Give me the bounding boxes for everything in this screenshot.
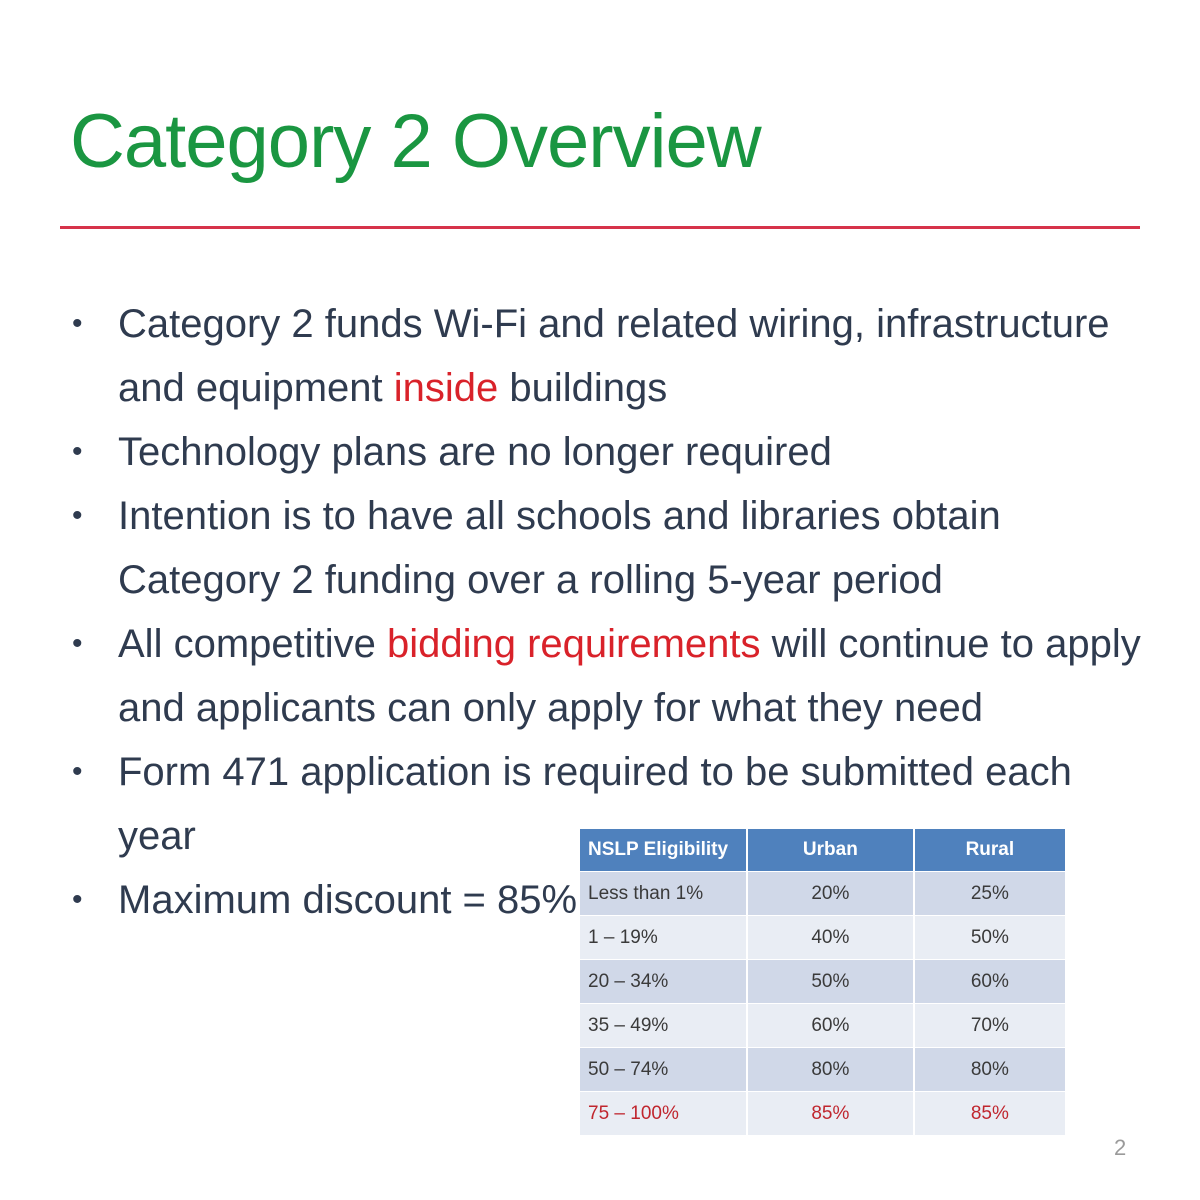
- bullet-dot-icon: •: [72, 307, 83, 340]
- bullet-dot-icon: •: [72, 883, 83, 916]
- table-row: [580, 916, 1066, 960]
- column-header-urban: Urban: [747, 829, 914, 872]
- cell-rural: 80%: [914, 1048, 1066, 1092]
- table-row-highlighted: [580, 1092, 1066, 1136]
- bullet-item: [70, 420, 1150, 484]
- cell-rural: 70%: [914, 1004, 1066, 1048]
- cell-eligibility: 1 – 19%: [580, 916, 747, 960]
- cell-eligibility: 20 – 34%: [580, 960, 747, 1004]
- bullet-text: Form 471 application is required to be submitted each year: [118, 750, 1072, 858]
- cell-eligibility: 35 – 49%: [580, 1004, 747, 1048]
- cell-eligibility: 50 – 74%: [580, 1048, 747, 1092]
- bullet-text: Maximum discount = 85%: [118, 878, 578, 922]
- cell-eligibility: Less than 1%: [580, 872, 747, 916]
- cell-urban: 60%: [747, 1004, 914, 1048]
- bullet-highlight: bidding requirements: [386, 622, 761, 666]
- bullet-highlight: inside: [393, 366, 499, 410]
- title-divider: [60, 226, 1140, 229]
- discount-table: [580, 829, 1067, 1135]
- cell-rural: 25%: [914, 872, 1066, 916]
- bullet-dot-icon: •: [72, 627, 83, 660]
- cell-eligibility: 75 – 100%: [580, 1092, 747, 1136]
- bullet-item: [70, 612, 1150, 740]
- bullet-text: All competitive: [118, 622, 387, 666]
- bullet-text: Intention is to have all schools and libraries obtain Category 2 funding over a rolling 5-year period: [118, 494, 1001, 602]
- slide-title: Category 2 Overview: [70, 99, 761, 184]
- bullet-text-end: will continue to apply and applicants can only apply for what they need: [118, 622, 1141, 730]
- bullet-text-end: buildings: [498, 366, 668, 410]
- cell-urban: 80%: [747, 1048, 914, 1092]
- bullet-dot-icon: •: [72, 499, 83, 532]
- bullet-text: Technology plans are no longer required: [118, 430, 832, 474]
- column-header-eligibility: NSLP Eligibility: [580, 829, 747, 872]
- cell-urban: 20%: [747, 872, 914, 916]
- page-number: 2: [1114, 1135, 1127, 1160]
- bullet-item: [70, 484, 1150, 612]
- bullet-text: Category 2 funds Wi-Fi and related wiring, infrastructure and equipment: [118, 302, 1110, 410]
- column-header-rural: Rural: [914, 829, 1066, 872]
- cell-rural: 60%: [914, 960, 1066, 1004]
- bullet-dot-icon: •: [72, 755, 83, 788]
- table-header-row: [580, 829, 1066, 872]
- cell-rural: 50%: [914, 916, 1066, 960]
- cell-urban: 40%: [747, 916, 914, 960]
- bullet-dot-icon: •: [72, 435, 83, 468]
- bullet-item: [70, 292, 1150, 420]
- cell-rural: 85%: [914, 1092, 1066, 1136]
- table-row: [580, 872, 1066, 916]
- table-row: [580, 1048, 1066, 1092]
- cell-urban: 50%: [747, 960, 914, 1004]
- cell-urban: 85%: [747, 1092, 914, 1136]
- table-row: [580, 960, 1066, 1004]
- table-row: [580, 1004, 1066, 1048]
